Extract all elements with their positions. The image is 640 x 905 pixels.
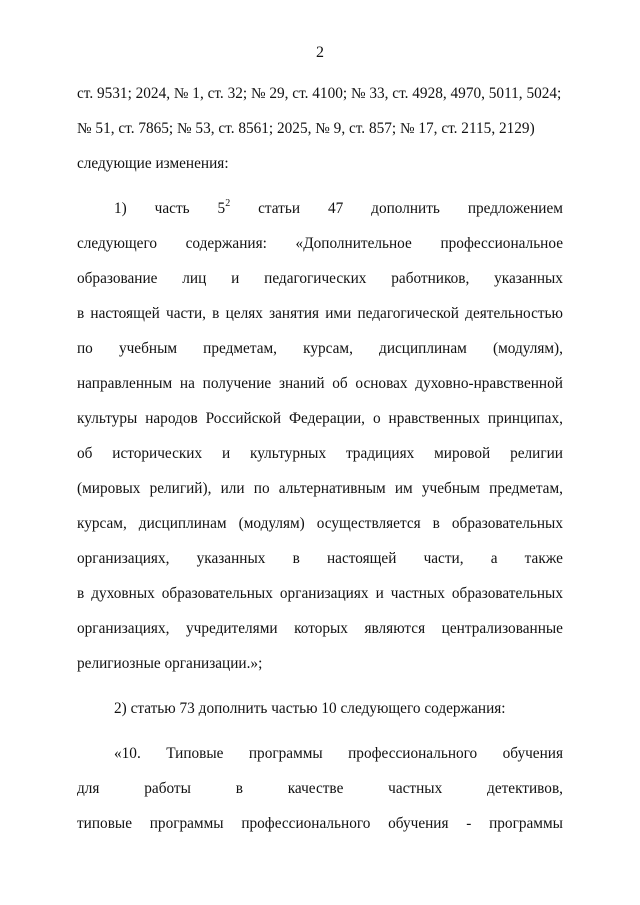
word: качестве <box>287 780 344 797</box>
word: учредителями <box>186 620 278 637</box>
word: духовно-нравственной <box>415 375 563 392</box>
text-line <box>77 374 563 409</box>
word: целях <box>225 305 263 322</box>
text-line <box>77 549 563 584</box>
word: для <box>77 780 100 797</box>
word: «10. <box>114 745 141 762</box>
word: 5 <box>217 200 226 217</box>
word: обучения <box>502 745 563 762</box>
word: программы <box>248 745 323 762</box>
word: частных <box>390 585 445 602</box>
word: деятельностью <box>465 305 563 322</box>
word: предложением <box>467 200 563 217</box>
text-line <box>77 269 563 304</box>
word: основах <box>355 375 408 392</box>
word: профессионального <box>348 745 478 762</box>
word: в <box>77 585 85 602</box>
text-line <box>77 584 563 619</box>
word: предметам, <box>203 340 277 357</box>
text-line <box>77 699 563 734</box>
word: (модулям), <box>492 340 563 357</box>
word: и <box>375 585 384 602</box>
word: дополнить <box>371 200 440 217</box>
word: статьи <box>258 200 301 217</box>
word: (модулям) <box>238 515 305 532</box>
word: курсам, <box>303 340 353 357</box>
word: программы <box>489 815 563 832</box>
word: на <box>179 375 195 392</box>
word: программы <box>149 815 224 832</box>
text-line <box>77 814 563 849</box>
word: содержания: <box>185 235 267 252</box>
word: знаний <box>278 375 325 392</box>
word: ими <box>325 305 352 322</box>
word: образовательных <box>451 515 563 532</box>
word: занятия <box>269 305 320 322</box>
word: культурных <box>249 445 327 462</box>
word: Федерации, <box>288 410 366 427</box>
word: 1) <box>114 200 127 217</box>
text-line <box>77 84 563 119</box>
text-line <box>77 744 563 779</box>
text-line <box>77 234 563 269</box>
word: следующего <box>77 235 157 252</box>
text-line <box>77 444 563 479</box>
word: учебным <box>118 340 178 357</box>
word: или <box>220 480 245 497</box>
word: 52 <box>217 198 231 217</box>
word: типовые <box>77 815 132 832</box>
word: части, <box>166 305 206 322</box>
text-line <box>77 154 563 189</box>
word: по <box>77 340 93 357</box>
word: в <box>212 305 220 322</box>
word: предметам, <box>489 480 563 497</box>
word: являются <box>364 620 426 637</box>
word: дисциплинам <box>138 515 227 532</box>
word: духовных <box>91 585 155 602</box>
word: работников, <box>391 270 470 287</box>
word: и <box>231 270 240 287</box>
word: настоящей <box>90 305 160 322</box>
word: работы <box>144 780 191 797</box>
word: им <box>394 480 413 497</box>
word: организациях <box>279 585 369 602</box>
word: педагогической <box>357 305 459 322</box>
word: религиозные организации.»; <box>77 655 263 672</box>
word: организациях, <box>77 620 170 637</box>
word: народов <box>145 410 198 427</box>
word: которых <box>294 620 348 637</box>
text-line <box>77 119 563 154</box>
word: Типовые <box>166 745 224 762</box>
word: учебным <box>421 480 480 497</box>
word: «Дополнительное <box>295 235 412 252</box>
word: 47 <box>327 200 344 217</box>
word: части, <box>423 550 464 567</box>
word: об <box>77 445 93 462</box>
text-line <box>77 199 563 234</box>
word: следующие изменения: <box>77 155 229 172</box>
word: указанных <box>494 270 563 287</box>
word: централизованные <box>441 620 563 637</box>
word: нравственных <box>388 410 480 427</box>
word: направленным <box>77 375 173 392</box>
document-body <box>77 84 563 849</box>
word: организациях, <box>77 550 170 567</box>
word: об <box>332 375 348 392</box>
word: в <box>77 305 85 322</box>
word: обучения <box>388 815 449 832</box>
word: Российской <box>205 410 282 427</box>
word: часть <box>154 200 190 217</box>
text-line <box>77 304 563 339</box>
text-line <box>77 619 563 654</box>
word: религии <box>510 445 563 462</box>
word: настоящей <box>326 550 397 567</box>
text-line <box>77 339 563 374</box>
word: детективов, <box>487 780 563 797</box>
text-line <box>77 514 563 549</box>
word: получение <box>202 375 272 392</box>
word: лиц <box>182 270 207 287</box>
word: в <box>292 550 300 567</box>
word: № 51, ст. 7865; № 53, ст. 8561; 2025, № 9, ст. 857; № 17, ст. 2115, 2129) <box>77 120 535 137</box>
word: образовательных <box>161 585 273 602</box>
word: исторических <box>112 445 203 462</box>
word: а <box>490 550 498 567</box>
text-line <box>77 654 563 689</box>
word: религий), <box>149 480 212 497</box>
word: в <box>432 515 440 532</box>
word: альтернативным <box>278 480 386 497</box>
word: образовательных <box>451 585 563 602</box>
word: указанных <box>196 550 266 567</box>
word: педагогических <box>264 270 367 287</box>
word: профессионального <box>241 815 371 832</box>
page-number: 2 <box>316 44 324 61</box>
word: традициях <box>345 445 415 462</box>
word: профессиональное <box>440 235 563 252</box>
word: частных <box>388 780 443 797</box>
text-line <box>77 479 563 514</box>
word: и <box>221 445 231 462</box>
word: ст. 9531; 2024, № 1, ст. 32; № 29, ст. 4100; № 33, ст. 4928, 4970, 5011, 5024; <box>77 85 562 102</box>
word: осуществляется <box>316 515 421 532</box>
word: принципах, <box>487 410 563 427</box>
word: мировой <box>434 445 491 462</box>
word: дисциплинам <box>379 340 467 357</box>
word: также <box>524 550 563 567</box>
word: образование <box>77 270 158 287</box>
word: культуры <box>77 410 138 427</box>
word: в <box>235 780 243 797</box>
text-line <box>77 409 563 444</box>
word: курсам, <box>77 515 127 532</box>
text-line <box>77 779 563 814</box>
word: (мировых <box>77 480 141 497</box>
word: по <box>253 480 270 497</box>
word: о <box>372 410 381 427</box>
word: 2) статью 73 дополнить частью 10 следующего содержания: <box>114 700 506 717</box>
word: - <box>466 815 472 832</box>
